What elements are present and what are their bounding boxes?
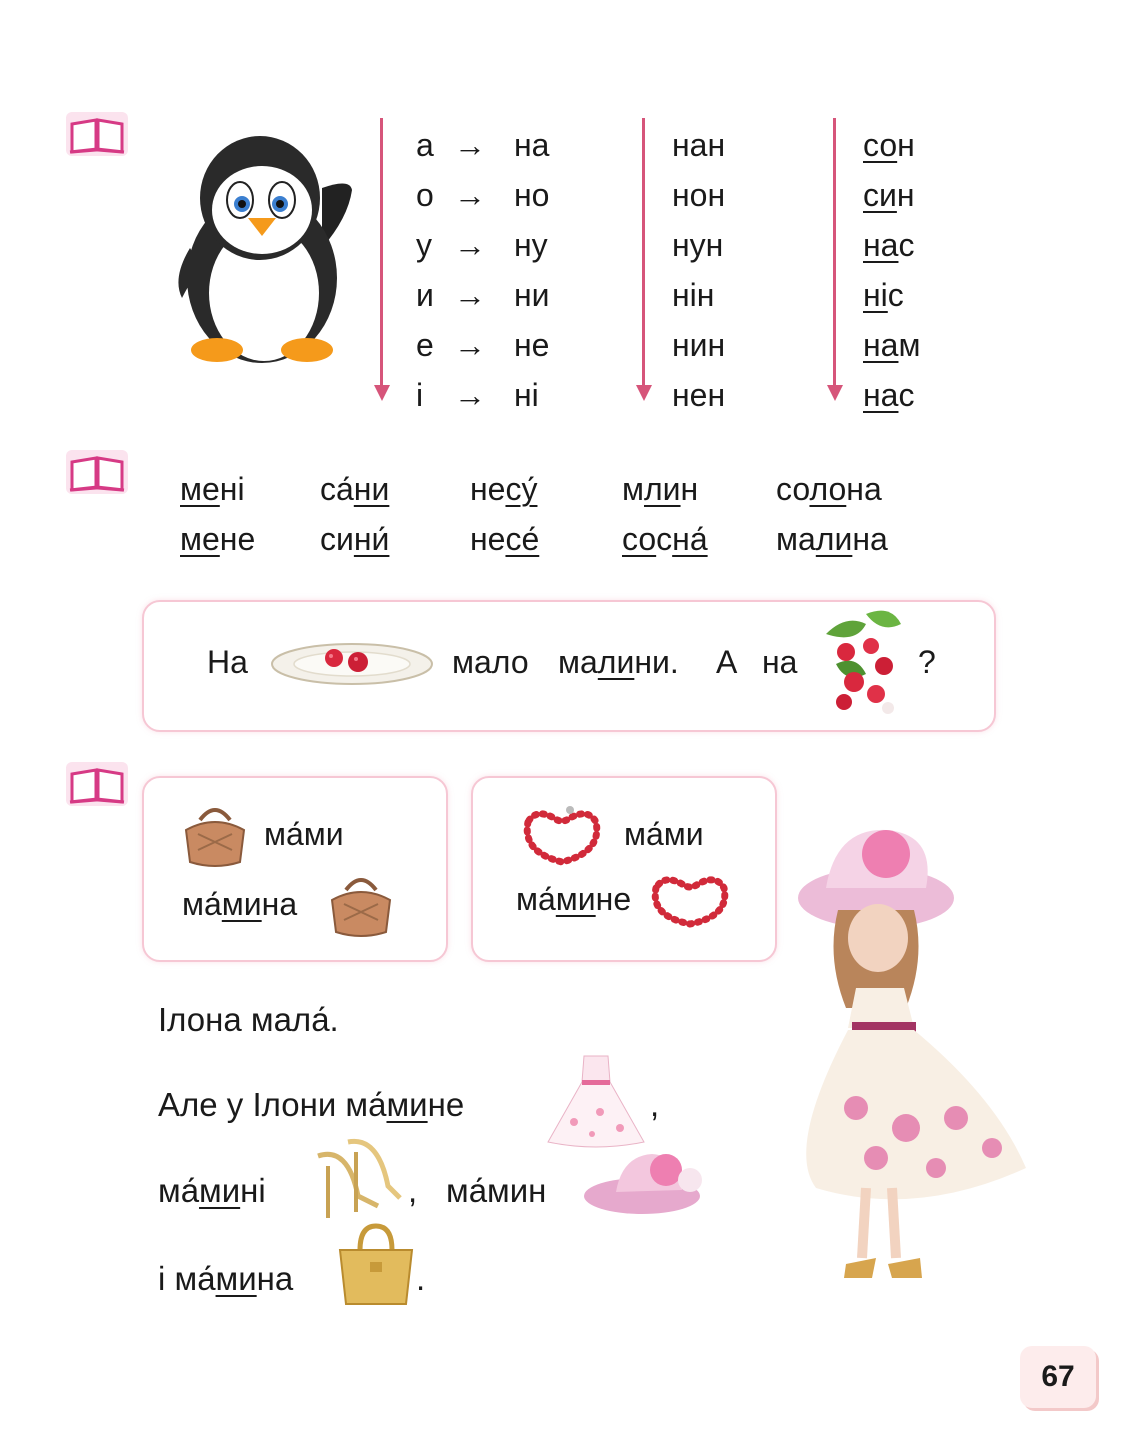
word: несе́ bbox=[470, 521, 540, 557]
word-grid bbox=[180, 464, 888, 564]
sentence-part: малини. bbox=[558, 644, 679, 680]
syllable-row: і → ні bbox=[416, 377, 539, 413]
syllable-column-1 bbox=[416, 120, 550, 420]
word-row bbox=[180, 514, 888, 564]
down-arrow-line bbox=[833, 118, 836, 388]
syllable-row: е → не bbox=[416, 327, 550, 363]
story-line-2: Але у Ілони ма́мине bbox=[158, 1086, 465, 1123]
syllable-word: нас bbox=[863, 227, 915, 263]
page-number: 67 bbox=[1020, 1346, 1096, 1408]
syllable-row: у → ну bbox=[416, 227, 548, 263]
down-arrow-head bbox=[374, 385, 390, 401]
word: мені bbox=[180, 471, 245, 507]
red-beads-image bbox=[518, 802, 606, 868]
red-beads-image bbox=[646, 868, 734, 930]
dress-image bbox=[544, 1052, 648, 1148]
word: солона bbox=[776, 471, 882, 507]
sentence-part: мало bbox=[452, 644, 529, 680]
down-arrow-head bbox=[636, 385, 652, 401]
brown-bag-image bbox=[326, 870, 396, 938]
word: ма́ми bbox=[624, 816, 704, 852]
story-line-4: і ма́мина bbox=[158, 1260, 294, 1297]
syllable-row: о → но bbox=[416, 177, 550, 213]
raspberry-bush-image bbox=[816, 604, 908, 726]
word: ма́мина bbox=[182, 886, 298, 922]
syllable-word: нас bbox=[863, 377, 915, 413]
word: млин bbox=[622, 471, 699, 507]
word: сини́ bbox=[320, 521, 390, 557]
syllable-word: син bbox=[863, 177, 915, 213]
gold-handbag-image bbox=[334, 1222, 418, 1308]
word: несу́ bbox=[470, 471, 538, 507]
syllable-word: нин bbox=[672, 327, 726, 363]
word: ма́мине bbox=[516, 881, 632, 917]
syllable-word: нам bbox=[863, 327, 921, 363]
down-arrow-head bbox=[827, 385, 843, 401]
story-line-3: ма́мині bbox=[158, 1172, 266, 1209]
sentence-part: на bbox=[762, 644, 798, 680]
comma: , bbox=[650, 1086, 660, 1123]
book-icon bbox=[66, 450, 128, 494]
syllable-row: а → на bbox=[416, 127, 550, 163]
penguin-illustration bbox=[172, 128, 362, 368]
brown-bag-image bbox=[180, 800, 250, 868]
syllable-column-2 bbox=[672, 120, 725, 420]
syllable-column-3 bbox=[863, 120, 920, 420]
syllable-word: ніс bbox=[863, 277, 904, 313]
word: малина bbox=[776, 521, 888, 557]
syllable-word: нен bbox=[672, 377, 726, 413]
word: са́ни bbox=[320, 471, 390, 507]
syllable-word: нон bbox=[672, 177, 726, 213]
down-arrow-line bbox=[380, 118, 383, 388]
word: ма́ми bbox=[264, 816, 344, 852]
syllable-row: и → ни bbox=[416, 277, 550, 313]
comma: , bbox=[408, 1172, 418, 1209]
word: мене bbox=[180, 521, 256, 557]
word-row bbox=[180, 464, 888, 514]
gold-sandals-image bbox=[308, 1136, 404, 1222]
syllable-word: нун bbox=[672, 227, 724, 263]
sentence-part: ? bbox=[918, 644, 936, 680]
girl-in-dress-image bbox=[796, 818, 1032, 1284]
sentence-part: А bbox=[716, 644, 738, 680]
syllable-word: нін bbox=[672, 277, 715, 313]
pink-hat-image bbox=[582, 1140, 716, 1220]
period: . bbox=[416, 1260, 426, 1297]
sentence-part: На bbox=[207, 644, 248, 680]
syllable-word: нан bbox=[672, 127, 726, 163]
story-line-1: Ілона мала́. bbox=[158, 1001, 339, 1038]
word: ма́мин bbox=[446, 1172, 547, 1209]
book-icon bbox=[66, 762, 128, 806]
word: сосна́ bbox=[622, 521, 708, 557]
plate-with-raspberries-image bbox=[270, 636, 434, 688]
syllable-word: сон bbox=[863, 127, 915, 163]
book-icon bbox=[66, 112, 128, 156]
down-arrow-line bbox=[642, 118, 645, 388]
